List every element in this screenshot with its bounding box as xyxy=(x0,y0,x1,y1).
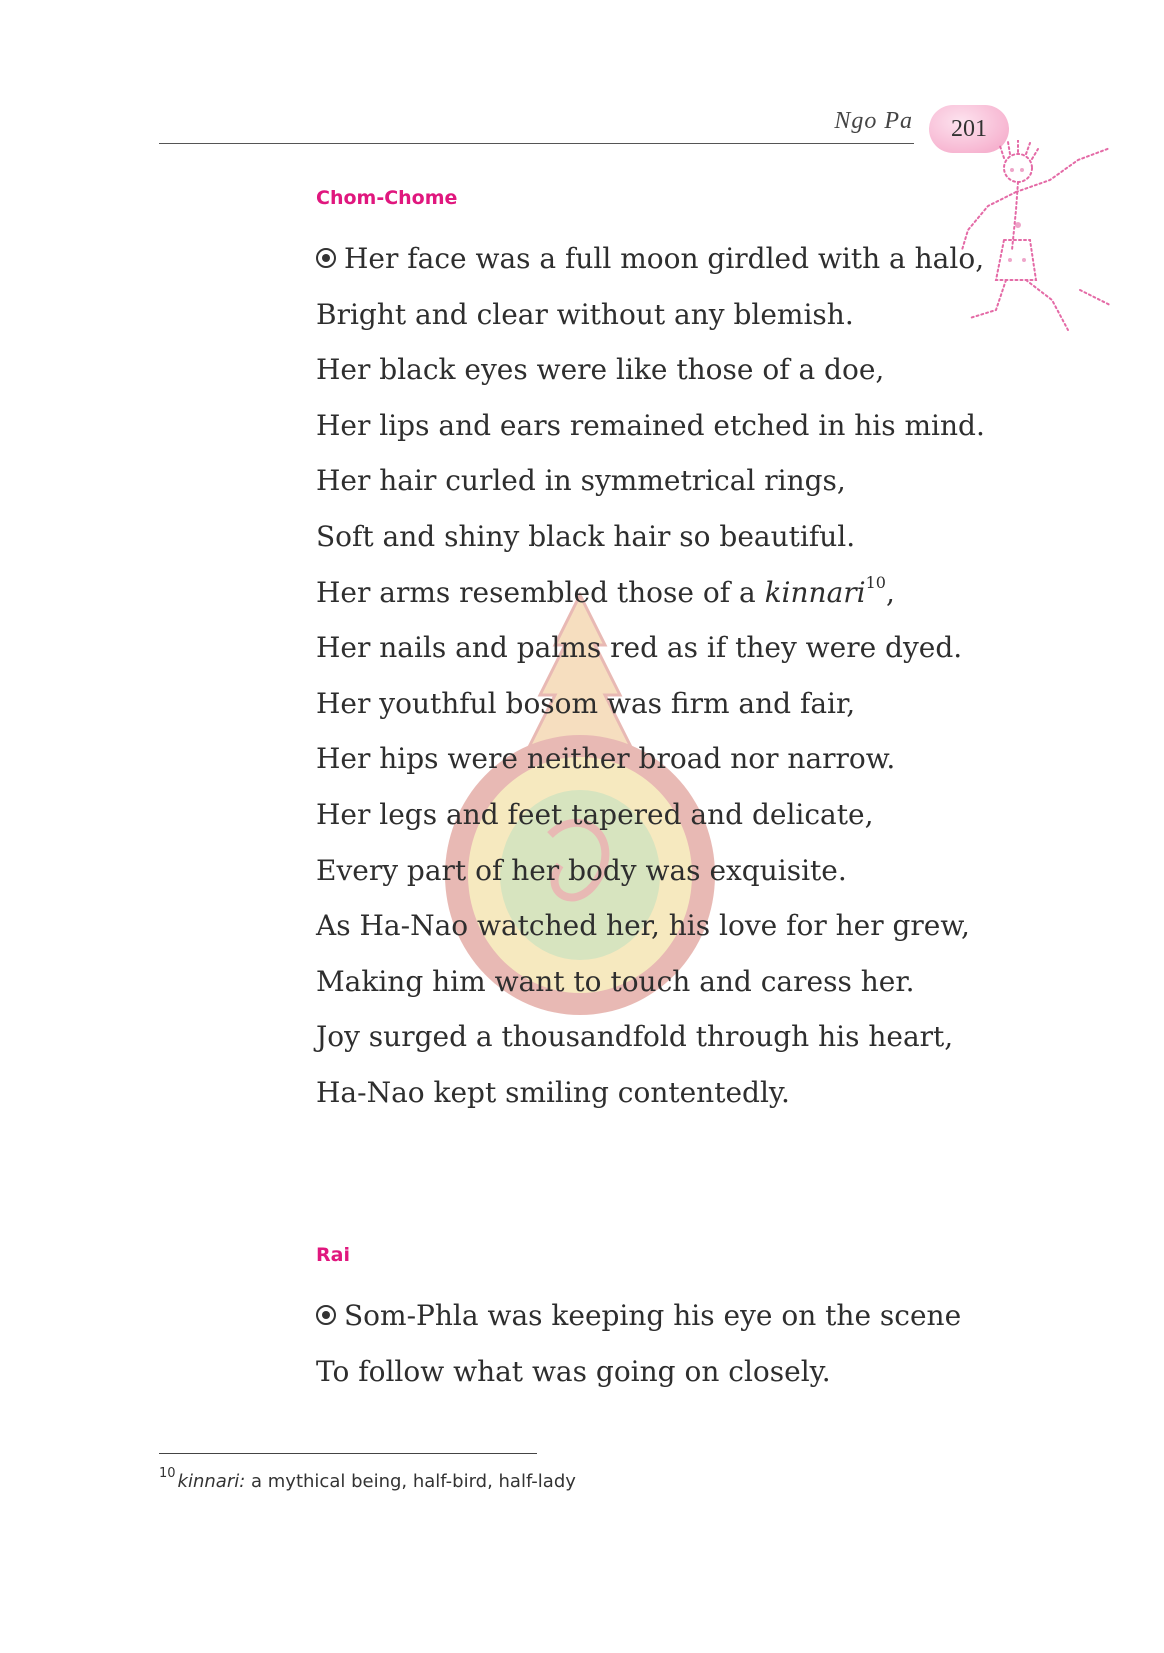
footnote-term: kinnari: xyxy=(177,1471,246,1492)
verse-line: Her nails and palms red as if they were dyed. xyxy=(316,631,963,665)
footnote-text: a mythical being, half-bird, half-lady xyxy=(245,1471,576,1492)
footnote xyxy=(159,1466,576,1492)
verse-line: Som-Phla was keeping his eye on the scene xyxy=(316,1288,961,1344)
verse-line: Soft and shiny black hair so beautiful. xyxy=(316,519,856,553)
footnote-number: 10 xyxy=(159,1466,176,1481)
footnote-ref[interactable]: 10 xyxy=(865,572,886,592)
verse-line: Her black eyes were like those of a doe, xyxy=(316,353,885,387)
verse-line: To follow what was going on closely. xyxy=(316,1354,831,1388)
page-number: 201 xyxy=(951,115,987,142)
verse-line: Her hair curled in symmetrical rings, xyxy=(316,464,846,498)
footnote-rule xyxy=(159,1453,537,1454)
verse-line: As Ha-Nao watched her, his love for her grew, xyxy=(316,909,970,943)
section-heading-chom-chome: Chom-Chome xyxy=(316,187,458,209)
verse-line: Ha-Nao kept smiling contentedly. xyxy=(316,1075,790,1109)
verse-line: Her lips and ears remained etched in his mind. xyxy=(316,408,985,442)
stanza-rai xyxy=(316,1288,961,1399)
kinnari-term: kinnari xyxy=(764,575,866,609)
verse-line: Bright and clear without any blemish. xyxy=(316,297,854,331)
verse-line: Her hips were neither broad nor narrow. xyxy=(316,742,896,776)
verse-line: Every part of her body was exquisite. xyxy=(316,853,847,887)
verse-line: Her face was a full moon girdled with a halo, xyxy=(316,231,985,287)
verse-line: Her youthful bosom was firm and fair, xyxy=(316,686,856,720)
verse-line: Her arms resembled those of a kinnari$^{10}$, xyxy=(316,572,895,609)
verse-line: Making him want to touch and caress her. xyxy=(316,964,915,998)
verse-line: Joy surged a thousandfold through his heart, xyxy=(316,1020,954,1054)
circle-bullet-icon xyxy=(316,248,336,268)
section-heading-rai: Rai xyxy=(316,1244,350,1266)
verse-line: Her legs and feet tapered and delicate, xyxy=(316,797,874,831)
stanza-chom-chome xyxy=(316,231,985,1121)
running-title: Ngo Pa xyxy=(834,108,913,134)
circle-bullet-icon xyxy=(316,1305,336,1325)
header-rule xyxy=(159,143,914,144)
